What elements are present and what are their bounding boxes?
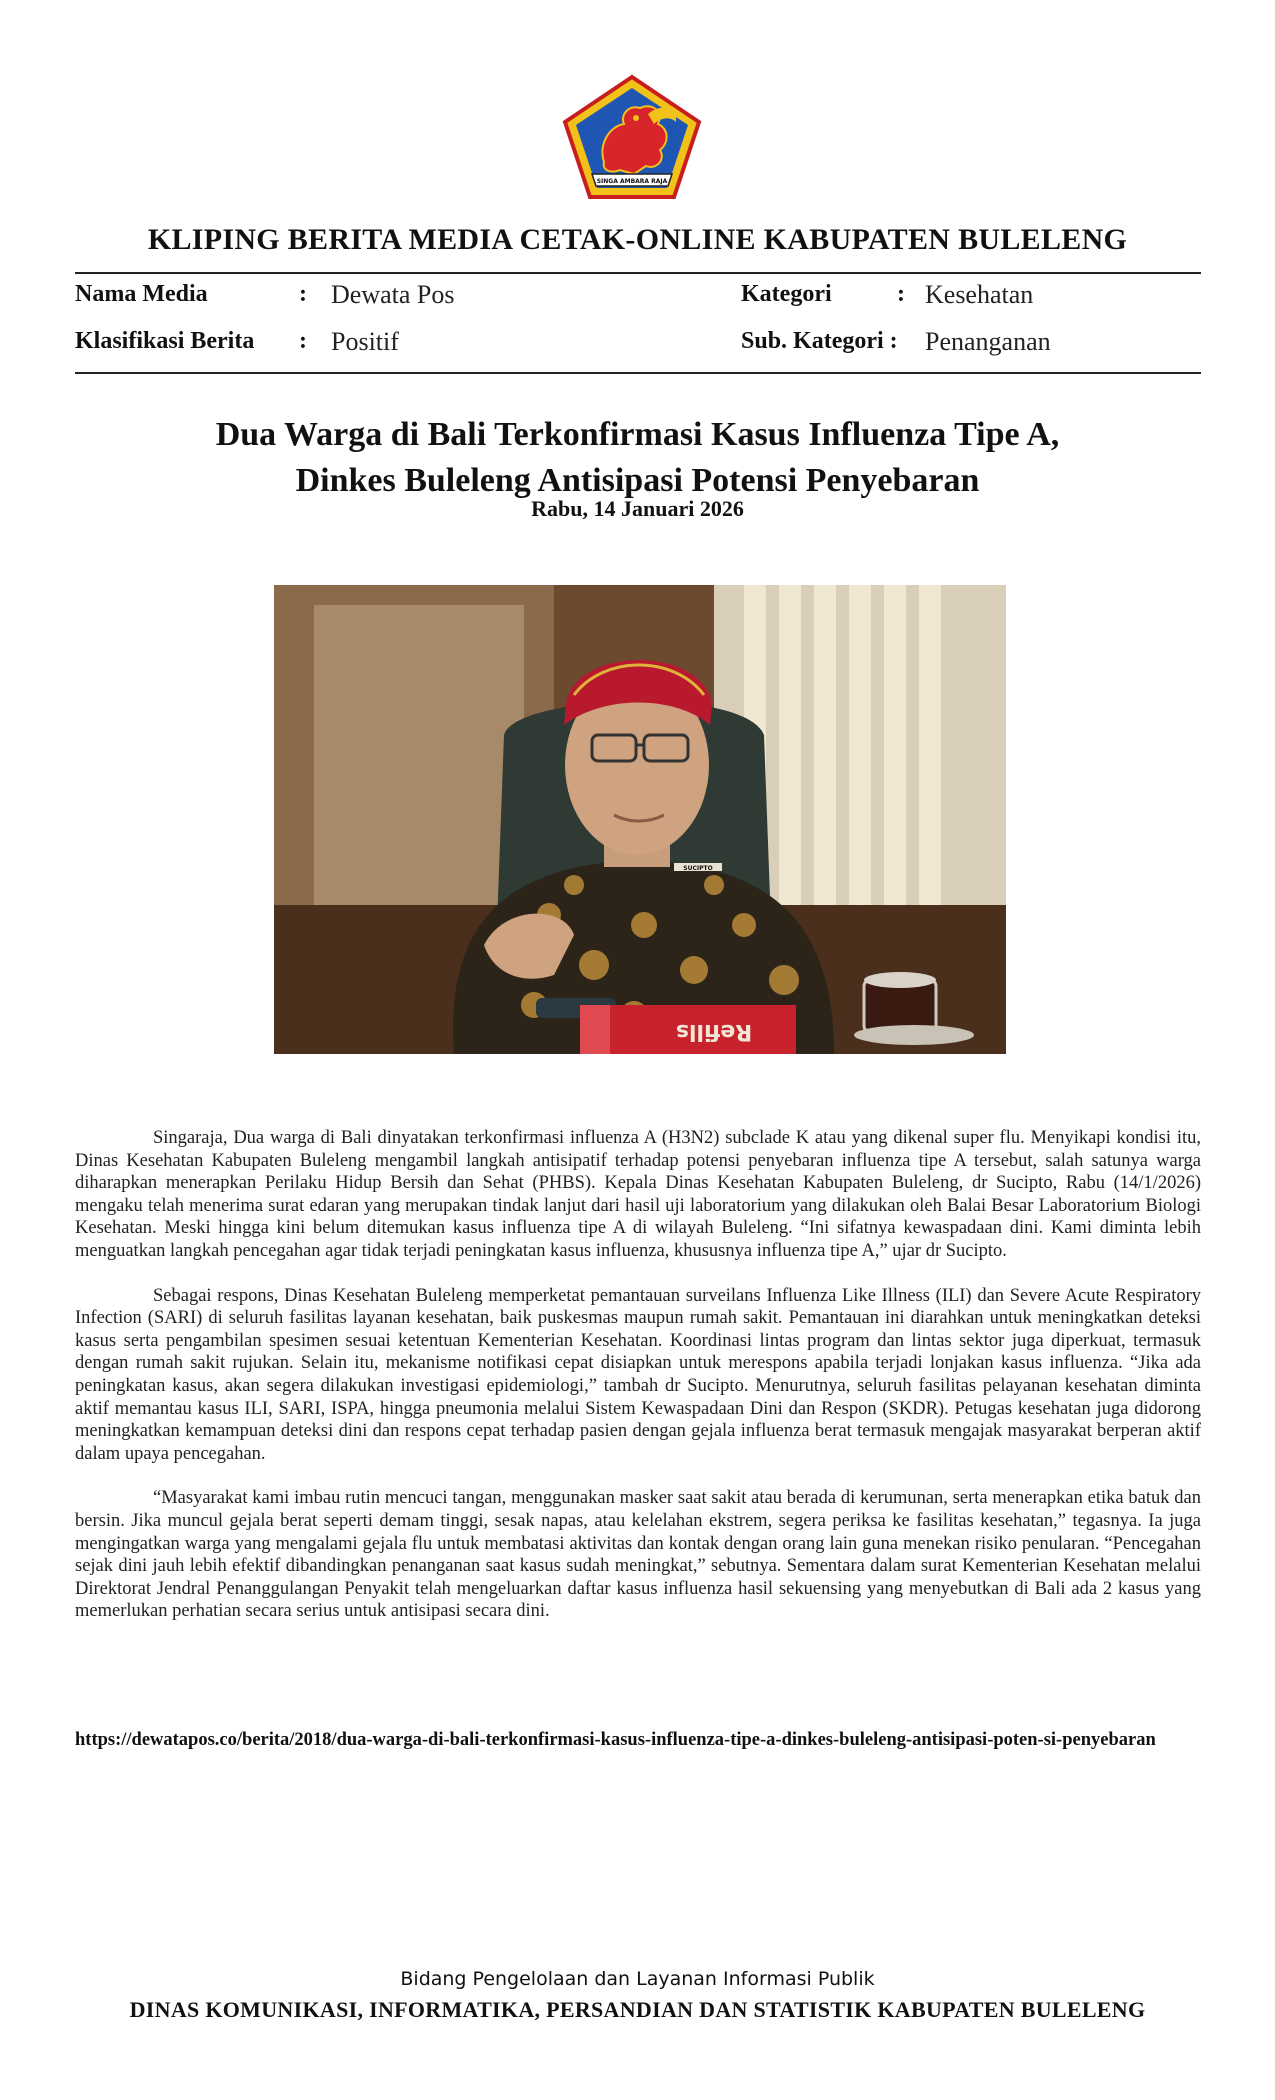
subkategori-label: Sub. Kategori :	[741, 328, 898, 354]
footer-department: Bidang Pengelolaan dan Layanan Informasi Publik	[400, 1968, 875, 1990]
media-value: Dewata Pos	[331, 280, 455, 309]
article-body	[75, 1127, 1201, 1645]
meta-divider	[75, 372, 1201, 374]
kategori-value: Kesehatan	[925, 280, 1034, 309]
klasifikasi-colon: :	[299, 328, 307, 354]
article-paragraph-1: Singaraja, Dua warga di Bali dinyatakan terkonfirmasi influenza A (H3N2) subclade K atau yang dikenal super flu. Menyikapi kondisi itu, Dinas Kesehatan Kabupaten Buleleng mengambil langkah antisipatif terhadap potensi penyebaran influenza tipe A tersebut, salah satunya warga diharapkan menerapkan Perilaku Hidup Bersih dan Sehat (PHBS). Kepala Dinas Kesehatan Kabupaten Buleleng, dr Sucipto, Rabu (14/1/2026) mengaku telah menerima surat edaran yang merupakan tindak lanjut dari hasil uji laboratorium yang dilakukan oleh Balai Besar Laboratorium Biologi Kesehatan. Meski hingga kini belum ditemukan kasus influenza tipe A di wilayah Buleleng. “Ini sifatnya kewaspadaan dini. Kami diminta lebih menguatkan langkah pencegahan agar tidak terjadi peningkatan kasus influenza, khususnya influenza tipe A,” ujar dr Sucipto.	[75, 1128, 1201, 1261]
photo-name-tag: SUCIPTO	[683, 865, 713, 872]
klasifikasi-value: Positif	[331, 327, 399, 356]
photo-refills-text: Refills	[675, 1019, 753, 1044]
clipping-title: KLIPING BERITA MEDIA CETAK-ONLINE KABUPATEN BULELENG	[147, 223, 1128, 256]
footer-agency: DINAS KOMUNIKASI, INFORMATIKA, PERSANDIAN DAN STATISTIK KABUPATEN BULELENG	[129, 1997, 1146, 2022]
buleleng-emblem-logo	[562, 74, 702, 200]
klasifikasi-label: Klasifikasi Berita	[75, 328, 255, 354]
article-photo	[274, 585, 1006, 1054]
emblem-motto: SINGA AMBARA RAJA	[596, 178, 668, 185]
header-divider	[75, 272, 1201, 274]
article-paragraph-3: “Masyarakat kami imbau rutin mencuci tangan, menggunakan masker saat sakit atau berada di kerumunan, serta menerapkan etika batuk dan bersin. Jika muncul gejala berat seperti demam tinggi, sesak napas, atau kelelahan ekstrem, segera periksa ke fasilitas kesehatan,” tegasnya. Ia juga mengingatkan warga yang mengalami gejala flu untuk membatasi aktivitas dan kontak dengan orang lain guna menekan risiko penularan. “Pencegahan sejak dini jauh lebih efektif dibandingkan penanganan saat kasus sudah meningkat,” sebutnya. Sementara dalam surat Kementerian Kesehatan melalui Direktorat Jendral Penanggulangan Penyakit telah mengeluarkan daftar kasus influenza hasil sekuensing yang menyebutkan di Bali ada 2 kasus yang memerlukan perhatian secara serius untuk antisipasi secara dini.	[75, 1488, 1201, 1622]
subkategori-value: Penanganan	[925, 327, 1051, 356]
kategori-label: Kategori	[741, 281, 832, 307]
article-headline	[0, 412, 1275, 504]
headline-line-2: Dinkes Buleleng Antisipasi Potensi Penyebaran	[295, 462, 980, 499]
media-label: Nama Media	[75, 281, 208, 307]
article-date: Rabu, 14 Januari 2026	[531, 496, 744, 521]
headline-line-1: Dua Warga di Bali Terkonfirmasi Kasus Influenza Tipe A,	[215, 416, 1060, 453]
article-paragraph-2: Sebagai respons, Dinas Kesehatan Buleleng memperketat pemantauan surveilans Influenza Like Illness (ILI) dan Severe Acute Respiratory Infection (SARI) di seluruh fasilitas layanan kesehatan, baik puskesmas maupun rumah sakit. Pemantauan ini diarahkan untuk meningkatkan deteksi kasus serta pengambilan spesimen sesuai ketentuan Kementerian Kesehatan. Koordinasi lintas program dan lintas sektor juga diperkuat, termasuk dengan rumah sakit rujukan. Selain itu, mekanisme notifikasi cepat disiapkan untuk merespons apabila terjadi lonjakan kasus influenza. “Jika ada peningkatan kasus, akan segera dilakukan investigasi epidemiologi,” tambah dr Sucipto. Menurutnya, seluruh fasilitas pelayanan kesehatan diminta aktif memantau kasus ILI, SARI, ISPA, hingga pneumonia melalui Sistem Kewaspadaan Dini dan Respon (SKDR). Petugas kesehatan juga didorong meningkatkan kemampuan deteksi dini dan respons cepat terhadap pasien dengan gejala influenza berat termasuk mengajak masyarakat berperan aktif dalam upaya pencegahan.	[75, 1285, 1201, 1464]
article-source-link[interactable]: https://dewatapos.co/berita/2018/dua-warga-di-bali-terkonfirmasi-kasus-influenza-tipe-a-dinkes-buleleng-antisipasi-poten-si-penyebaran	[75, 1730, 1156, 1750]
media-colon: :	[299, 281, 307, 307]
kategori-colon: :	[897, 281, 905, 307]
